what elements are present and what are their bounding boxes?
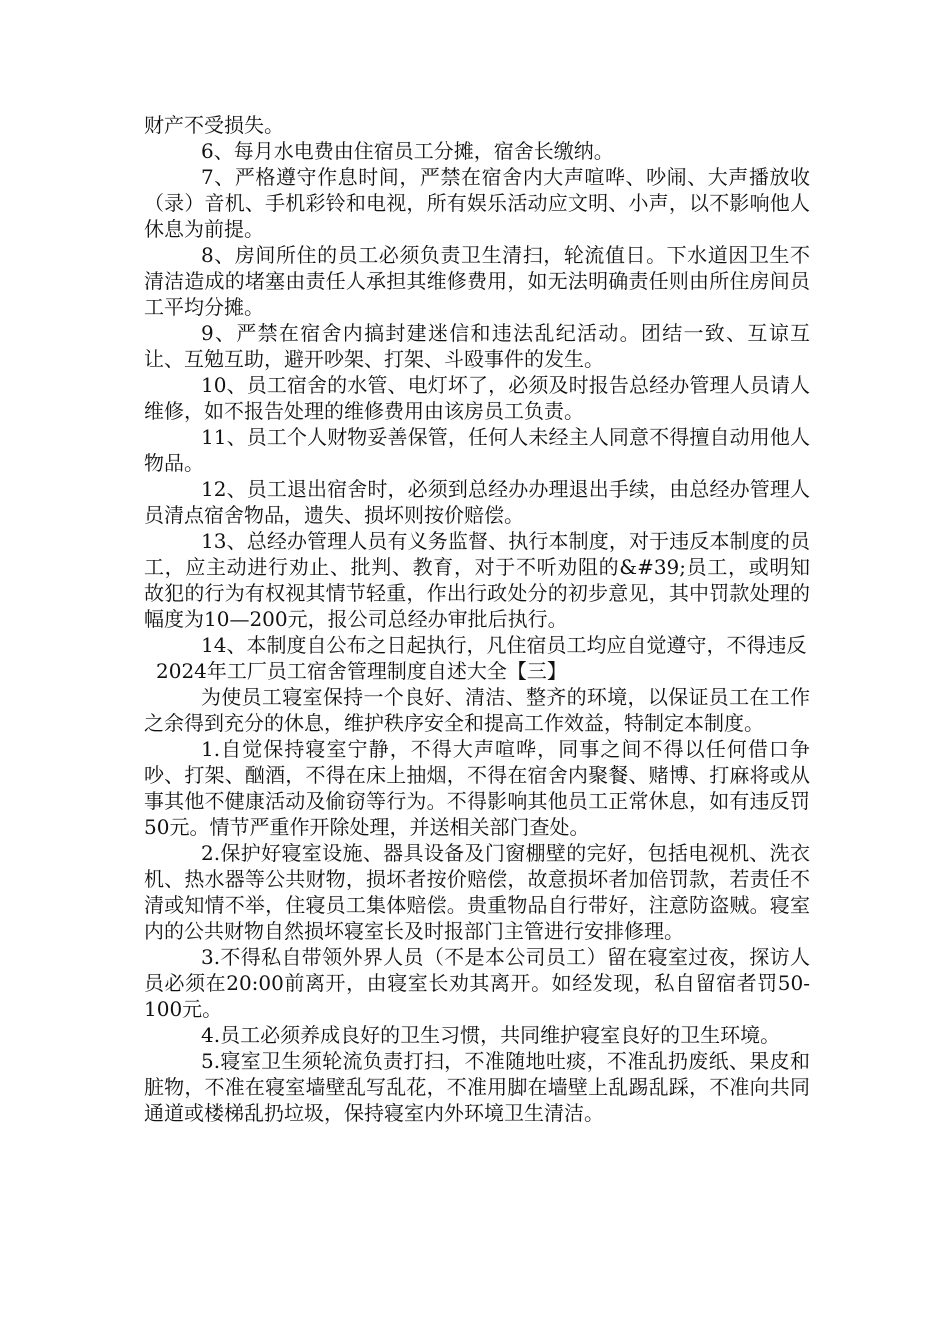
item-1-paragraph: 1.自觉保持寝室宁静，不得大声喧哗，同事之间不得以任何借口争吵、打架、酗酒，不得在床上抽烟，不得在宿舍内聚餐、赌博、打麻将或从事其他不健康活动及偷窃等行为。不得影响其他员工正常休息，如有违反罚50元。情节严重作开除处理，并送相关部门查处。 (144, 737, 810, 839)
item-3-paragraph: 3.不得私自带领外界人员（不是本公司员工）留在寝室过夜，探访人员必须在20:00前离开，由寝室长劝其离开。如经发现，私自留宿者罚50-100元。 (144, 945, 810, 1021)
intro-paragraph: 为使员工寝室保持一个良好、清洁、整齐的环境，以保证员工在工作之余得到充分的休息，维护秩序安全和提高工作效益，特制定本制度。 (144, 685, 810, 735)
rule-10-paragraph: 10、员工宿舍的水管、电灯坏了，必须及时报告总经办管理人员请人维修，如不报告处理的维修费用由该房员工负责。 (144, 373, 810, 423)
rule-6-paragraph: 6、每月水电费由住宿员工分摊，宿舍长缴纳。 (201, 139, 614, 163)
document-page (144, 112, 810, 1126)
rule-14-paragraph: 14、本制度自公布之日起执行，凡住宿员工均应自觉遵守，不得违反 (201, 633, 807, 657)
rule-11-paragraph: 11、员工个人财物妥善保管，任何人未经主人同意不得擅自动用他人物品。 (144, 425, 810, 475)
rule-13-paragraph: 13、总经办管理人员有义务监督、执行本制度，对于违反本制度的员工，应主动进行劝止、批判、教育，对于不听劝阻的&#39;员工，或明知故犯的行为有权视其情节轻重，作出行政处分的初步意见，其中罚款处理的幅度为10—200元，报公司总经办审批后执行。 (144, 529, 810, 631)
item-2-paragraph: 2.保护好寝室设施、器具设备及门窗棚壁的完好，包括电视机、洗衣机、热水器等公共财物，损坏者按价赔偿，故意损坏者加倍罚款，若责任不清或知情不举，住寝员工集体赔偿。贵重物品自行带好，注意防盗贼。寝室内的公共财物自然损坏寝室长及时报部门主管进行安排修理。 (144, 841, 810, 943)
rule-9-paragraph: 9、严禁在宿舍内搞封建迷信和违法乱纪活动。团结一致、互谅互让、互勉互助，避开吵架、打架、斗殴事件的发生。 (144, 321, 810, 371)
item-4-paragraph: 4.员工必须养成良好的卫生习惯，共同维护寝室良好的卫生环境。 (201, 1023, 781, 1047)
paragraph-continuation: 财产不受损失。 (144, 113, 284, 137)
rule-12-paragraph: 12、员工退出宿舍时，必须到总经办办理退出手续，由总经办管理人员清点宿舍物品，遗失、损坏则按价赔偿。 (144, 477, 810, 527)
rule-8-paragraph: 8、房间所住的员工必须负责卫生清扫，轮流值日。下水道因卫生不清洁造成的堵塞由责任人承担其维修费用，如无法明确责任则由所住房间员工平均分摊。 (144, 243, 810, 319)
rule-7-paragraph: 7、严格遵守作息时间，严禁在宿舍内大声喧哗、吵闹、大声播放收（录）音机、手机彩铃和电视，所有娱乐活动应文明、小声，以不影响他人休息为前提。 (144, 165, 810, 241)
section-heading: 2024年工厂员工宿舍管理制度自述大全【三】 (156, 659, 567, 683)
item-5-paragraph: 5.寝室卫生须轮流负责打扫，不准随地吐痰，不准乱扔废纸、果皮和脏物，不准在寝室墙壁乱写乱花，不准用脚在墙壁上乱踢乱踩，不准向共同通道或楼梯乱扔垃圾，保持寝室内外环境卫生清洁。 (144, 1049, 810, 1125)
